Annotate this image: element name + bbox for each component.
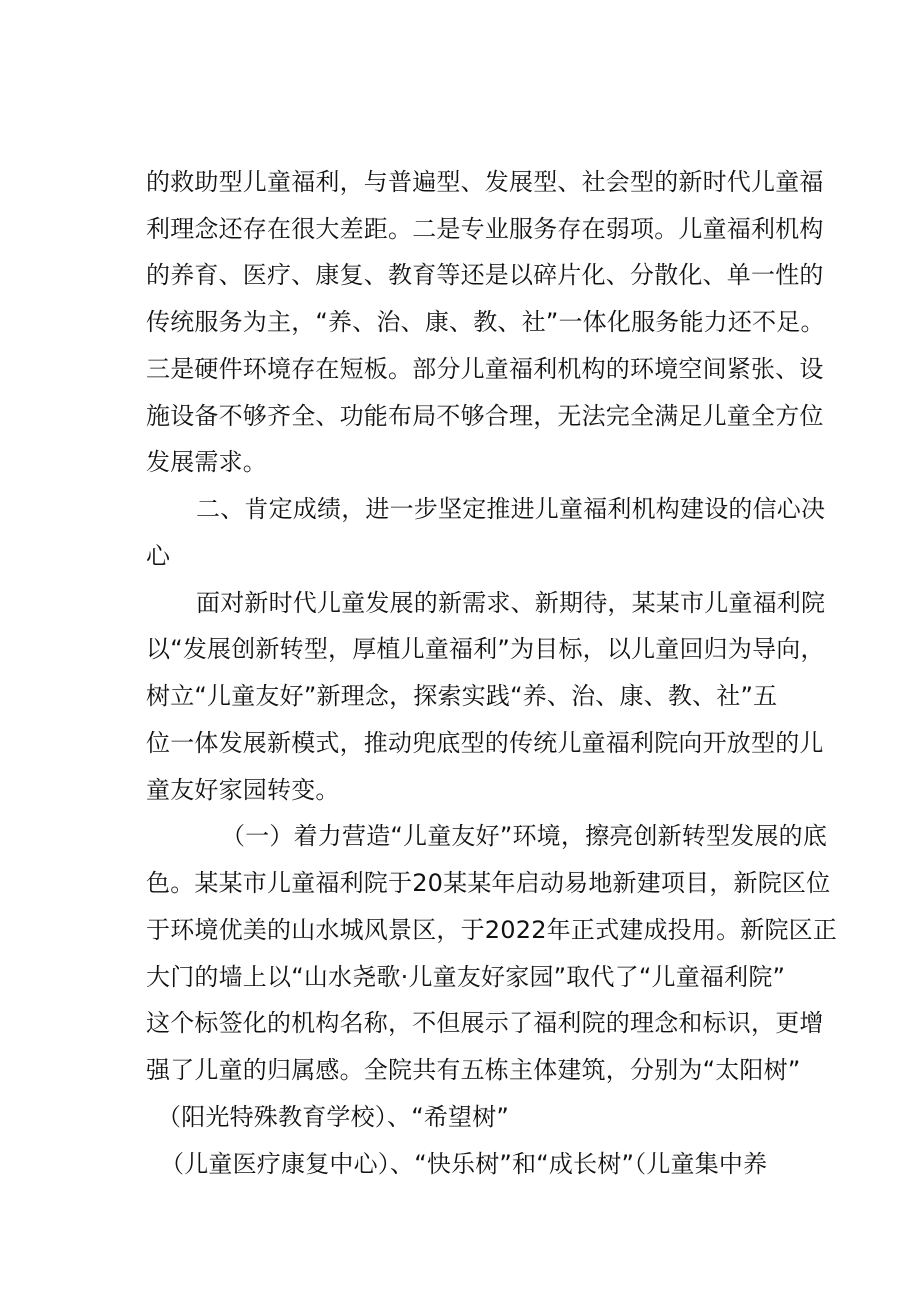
text-line: 色。某某市儿童福利院于20某某年启动易地新建项目，新院区位 (146, 869, 831, 897)
text-line: 利理念还存在很大差距。二是专业服务存在弱项。儿童福利机构 (146, 215, 824, 243)
text-line: 大门的墙上以“山水尧歌·儿童友好家园”取代了“儿童福利院” (146, 963, 786, 991)
text-line: 的救助型儿童福利，与普遍型、发展型、社会型的新时代儿童福 (146, 168, 824, 196)
section-heading: 二、肯定成绩，进一步坚定推进儿童福利机构建设的信心决 (196, 495, 826, 523)
text-line: （儿童医疗康复中心）、“快乐树”和“成长树”（儿童集中养 (160, 1150, 768, 1178)
text-line: 于环境优美的山水城风景区，于2022年正式建成投用。新院区正 (146, 916, 838, 944)
section-heading-continuation: 心 (146, 542, 171, 570)
text-line: 树立“儿童友好”新理念，探索实践“养、治、康、教、社”五 (146, 682, 778, 710)
text-line: 的养育、医疗、康复、教育等还是以碎片化、分散化、单一性的 (146, 261, 824, 289)
text-line: 面对新时代儿童发展的新需求、新期待，某某市儿童福利院 (196, 589, 826, 617)
text-line: 施设备不够齐全、功能布局不够合理，无法完全满足儿童全方位 (146, 402, 824, 430)
subsection-heading: （一）着力营造“儿童友好”环境，擦亮创新转型发展的底 (221, 822, 828, 850)
text-line: 强了儿童的归属感。全院共有五栋主体建筑，分别为“太阳树” (146, 1056, 801, 1084)
text-line: 传统服务为主，“养、治、康、教、社”一体化服务能力还不足。 (146, 308, 825, 336)
text-line: 三是硬件环境存在短板。部分儿童福利机构的环境空间紧张、设 (146, 355, 824, 383)
text-line: 这个标签化的机构名称，不但展示了福利院的理念和标识，更增 (146, 1009, 824, 1037)
text-line: 童友好家园转变。 (146, 776, 340, 804)
text-line: 以“发展创新转型，厚植儿童福利”为目标，以儿童回归为导向， (146, 635, 825, 663)
text-line: （阳光特殊教育学校）、“希望树” (157, 1103, 510, 1131)
text-line: 发展需求。 (146, 448, 267, 476)
text-line: 位一体发展新模式，推动兜底型的传统儿童福利院向开放型的儿 (146, 729, 824, 757)
